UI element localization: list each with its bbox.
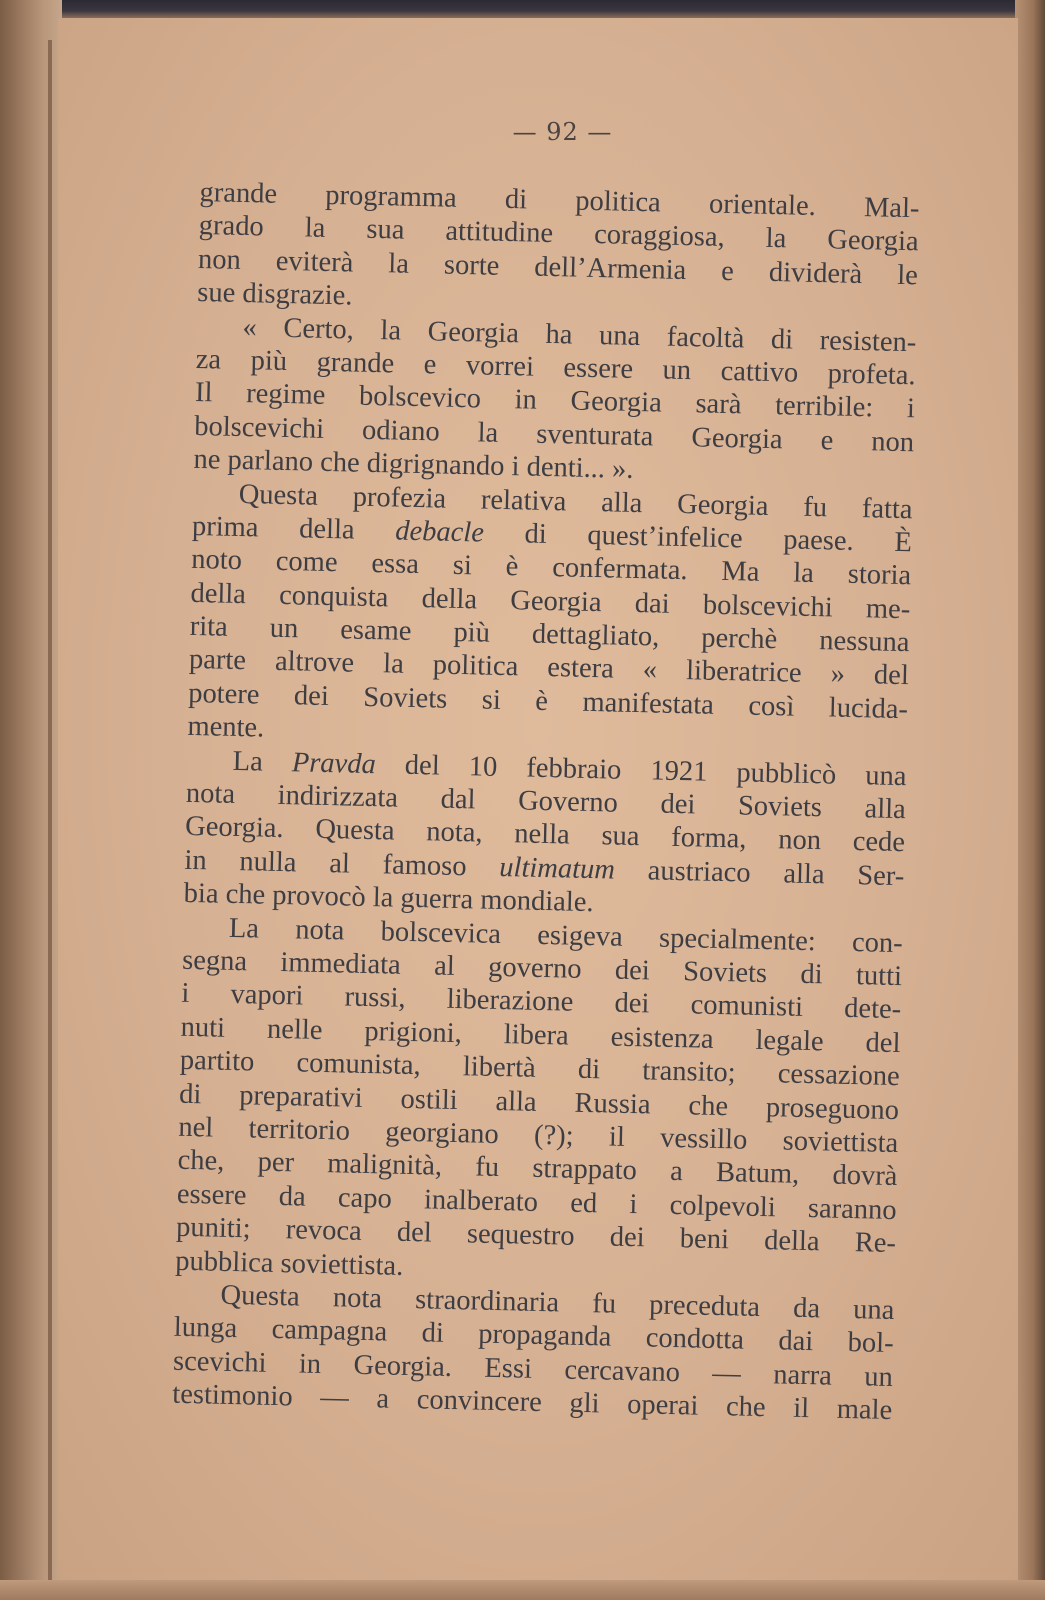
word: transito; — [641, 1055, 737, 1089]
word: come — [275, 546, 338, 579]
word: dei — [609, 1221, 645, 1254]
word: che — [688, 1089, 729, 1122]
word: ultimatum — [499, 851, 616, 886]
word: nuti — [180, 1011, 226, 1044]
word: da — [278, 1180, 307, 1213]
word: dovrà — [832, 1159, 898, 1193]
word: gli — [569, 1387, 600, 1420]
word: ed — [569, 1187, 598, 1219]
word: condotta — [645, 1322, 745, 1356]
word: preparativi — [238, 1079, 364, 1114]
word: beni — [679, 1223, 730, 1256]
word: Georgia. — [184, 811, 284, 845]
word: bolscevico — [358, 381, 482, 415]
word: cattivo — [720, 355, 799, 389]
word: lunga — [173, 1311, 238, 1345]
word: Georgia — [826, 224, 919, 258]
word: bolscevichi — [702, 589, 834, 624]
word: dei — [614, 987, 650, 1020]
word: me- — [865, 592, 911, 625]
word: il — [608, 1121, 626, 1153]
word: Batum, — [715, 1157, 800, 1191]
word: indirizzata — [277, 779, 399, 814]
word: un — [269, 612, 299, 645]
word: soviettista — [782, 1125, 899, 1160]
word: specialmente: — [658, 922, 817, 957]
word: dete- — [843, 993, 902, 1026]
word: Questa — [238, 478, 319, 512]
word: manifestata — [582, 686, 715, 721]
word: liberazione — [446, 984, 574, 1019]
word: Il — [194, 377, 213, 409]
word: rita — [189, 610, 229, 643]
word: facoltà — [666, 321, 745, 354]
word: essere — [563, 352, 634, 385]
word: alla — [600, 486, 643, 519]
word: perchè — [700, 622, 778, 656]
word: per — [257, 1146, 295, 1179]
word: Ser- — [857, 859, 905, 892]
word: profeta. — [827, 358, 916, 392]
word: La — [228, 912, 260, 945]
word: della — [763, 1225, 820, 1258]
word: non — [197, 243, 242, 276]
word: paese. — [782, 524, 855, 557]
word: — — [319, 1382, 350, 1414]
word: un — [662, 354, 692, 387]
word: dai — [634, 587, 671, 620]
word: coraggiosa, — [593, 219, 726, 254]
word: governo — [487, 951, 582, 985]
word: Georgia — [570, 385, 663, 419]
word: Georgia — [427, 315, 520, 349]
word: bolscevica — [380, 915, 502, 950]
word: dai — [778, 1325, 814, 1358]
word: georgiano — [384, 1116, 500, 1150]
word: non — [871, 426, 915, 458]
word: fatta — [861, 492, 913, 525]
word: vorrei — [465, 350, 535, 383]
word: al — [328, 847, 351, 880]
word: essere — [176, 1178, 247, 1212]
word: orientale. — [708, 188, 817, 222]
word: Georgia — [691, 421, 784, 456]
word: sarà — [695, 388, 742, 421]
word: la — [380, 314, 402, 347]
word: proseguono — [765, 1091, 900, 1126]
word: sua — [366, 214, 405, 247]
word: la — [382, 648, 405, 681]
word: il — [792, 1392, 810, 1425]
word: dal — [440, 783, 476, 816]
word: comunista, — [296, 1047, 422, 1082]
word: del — [396, 1216, 433, 1249]
word: una — [598, 319, 641, 352]
word: del — [873, 659, 910, 692]
word: che, — [177, 1145, 225, 1178]
word: nelle — [266, 1013, 323, 1046]
word: tutti — [855, 960, 903, 993]
word: bol- — [847, 1327, 895, 1360]
word: Georgia — [509, 584, 602, 618]
word: male — [836, 1393, 893, 1427]
word: febbraio — [526, 752, 622, 786]
word: capo — [337, 1182, 393, 1215]
word: Certo, — [283, 312, 355, 346]
word: nella — [513, 818, 571, 851]
word: sequestro — [466, 1218, 575, 1252]
text-segment: pubblica soviettista. — [175, 1245, 404, 1282]
word: la — [765, 223, 787, 255]
text-segment: ne parlano che digrignando i denti... ». — [193, 444, 634, 486]
word: cede — [852, 826, 906, 859]
word: più — [250, 345, 288, 377]
word: alla — [783, 858, 825, 891]
word: alla — [864, 793, 907, 826]
word: sua — [601, 820, 640, 853]
word: a — [376, 1383, 390, 1415]
word: ostili — [400, 1083, 458, 1116]
word: a — [669, 1156, 684, 1188]
word: saranno — [807, 1192, 897, 1226]
word: Questa — [220, 1279, 301, 1313]
word: convincere — [416, 1384, 543, 1419]
word: del — [865, 1027, 901, 1059]
word: profezia — [352, 481, 447, 515]
word: Soviets — [682, 956, 768, 990]
word: confermata. — [551, 552, 688, 587]
word: « — [642, 654, 658, 686]
word: straordinaria — [414, 1284, 560, 1319]
book-bottom-edge — [0, 1580, 1045, 1600]
word: storia — [847, 559, 912, 592]
word: è — [505, 551, 519, 583]
body-text — [172, 176, 920, 1427]
book-right-edge — [1015, 0, 1045, 1600]
word: campagna — [271, 1314, 388, 1348]
word: grande — [316, 346, 395, 380]
word: della — [298, 513, 355, 546]
word: austriaco — [647, 855, 751, 889]
word: « — [242, 311, 258, 343]
word: la — [792, 557, 815, 590]
word: nota — [185, 777, 236, 810]
word: di — [577, 1053, 601, 1086]
word: dei — [293, 680, 330, 712]
word: Ma — [721, 556, 760, 589]
word: terribile: — [774, 390, 874, 424]
word: in — [514, 384, 538, 417]
word: Re- — [854, 1227, 897, 1260]
word: e — [423, 349, 437, 381]
word: potere — [187, 677, 260, 711]
word: programma — [325, 179, 458, 214]
word: comunisti — [690, 989, 804, 1024]
page-number: — 92 — — [512, 118, 613, 146]
word: i — [181, 978, 190, 1010]
word: scevichi — [172, 1345, 267, 1379]
word: za — [195, 343, 222, 376]
word: di — [800, 958, 824, 991]
word: vapori — [230, 979, 304, 1012]
word: altrove — [274, 646, 355, 680]
word: politica — [574, 185, 662, 219]
word: Russia — [574, 1087, 651, 1121]
word: dividerà — [768, 256, 863, 290]
word: lucida- — [828, 692, 909, 726]
word: i — [629, 1188, 638, 1220]
word: debacle — [394, 515, 485, 549]
binding-line — [48, 40, 52, 1580]
word: Questa — [315, 814, 395, 848]
word: colpevoli — [669, 1189, 777, 1224]
word: inalberato — [423, 1184, 539, 1218]
text-segment: mente. — [187, 711, 265, 744]
word: la — [388, 248, 410, 280]
book-spine-edge — [0, 0, 62, 1600]
word: Soviets — [737, 790, 823, 824]
word: al — [433, 950, 456, 982]
word: della — [421, 582, 478, 616]
word: fu — [591, 1288, 617, 1320]
word: fu — [475, 1151, 500, 1184]
word: narra — [772, 1358, 833, 1392]
word: legale — [755, 1024, 824, 1058]
word: (?); — [533, 1119, 574, 1152]
word: in — [298, 1348, 322, 1380]
word: territorio — [248, 1113, 351, 1147]
word: di — [524, 518, 548, 550]
word: sventurata — [535, 418, 654, 453]
word: La — [232, 745, 264, 778]
word: alla — [495, 1085, 538, 1118]
word: e — [720, 255, 735, 287]
word: 1921 — [650, 755, 708, 788]
word: più — [453, 616, 491, 649]
word: della — [190, 577, 247, 610]
word: di — [421, 1317, 445, 1350]
word: prima — [191, 510, 259, 544]
word: grado — [198, 210, 265, 243]
word: dell’Armenia — [534, 251, 687, 286]
word: propaganda — [478, 1318, 612, 1353]
word: prigioni, — [364, 1015, 463, 1049]
word: Georgia. — [353, 1349, 453, 1383]
word: » — [830, 658, 846, 691]
word: politica — [432, 649, 519, 683]
word: del — [404, 749, 441, 782]
word: esigeva — [536, 919, 624, 953]
word: da — [792, 1292, 821, 1325]
word: libertà — [462, 1051, 537, 1084]
word: revoca — [285, 1214, 363, 1248]
book-top-edge — [0, 0, 1045, 18]
word: estera — [546, 652, 615, 685]
word: testimonio — [172, 1378, 294, 1413]
word: una — [864, 759, 907, 792]
word: di — [770, 323, 794, 356]
word: Essi — [484, 1352, 533, 1385]
word: famoso — [382, 849, 467, 883]
word: cessazione — [777, 1058, 901, 1093]
word: essa — [371, 548, 420, 581]
word: odiano — [361, 414, 441, 448]
word: si — [481, 684, 502, 716]
word: relativa — [480, 483, 567, 517]
word: parte — [188, 644, 247, 677]
word: che — [725, 1391, 766, 1424]
text-segment: bia che provocò la guerra mondiale. — [183, 878, 594, 919]
word: le — [896, 259, 919, 292]
word: la — [477, 417, 499, 449]
word: Soviets — [363, 681, 448, 715]
word: forma, — [670, 822, 747, 855]
word: di — [504, 183, 528, 216]
word: di — [178, 1078, 202, 1110]
word: vessillo — [659, 1122, 748, 1156]
word: Mal- — [863, 192, 920, 225]
word: partito — [179, 1044, 255, 1078]
word: attitudine — [445, 215, 554, 250]
word: Pravda — [291, 746, 377, 780]
word: — — [712, 1357, 742, 1390]
word: malignità, — [326, 1148, 443, 1183]
word: i — [906, 393, 916, 425]
word: una — [852, 1294, 895, 1326]
word: immediata — [280, 947, 402, 981]
word: dei — [614, 954, 651, 987]
word: operai — [626, 1389, 699, 1422]
word: è — [535, 685, 549, 717]
word: resisten- — [819, 324, 917, 358]
word: nessuna — [818, 625, 910, 659]
word: regime — [245, 378, 326, 412]
word: strappato — [532, 1153, 638, 1187]
word: dettagliato, — [531, 618, 660, 653]
word: dei — [660, 788, 696, 821]
word: così — [748, 690, 795, 723]
word: sorte — [443, 249, 500, 282]
word: ha — [545, 318, 573, 351]
word: quest’infelice — [587, 519, 743, 555]
word: nota, — [425, 816, 483, 849]
word: con- — [851, 926, 904, 959]
word: nota — [294, 913, 345, 947]
word: nel — [178, 1111, 214, 1144]
word: noto — [190, 544, 243, 577]
word: in — [184, 844, 207, 877]
word: libera — [503, 1018, 570, 1052]
word: eviterà — [275, 245, 354, 279]
word: si — [452, 550, 473, 582]
word: russi, — [344, 981, 406, 1015]
word: esame — [339, 614, 412, 647]
word: È — [894, 526, 913, 559]
word: nota — [332, 1282, 383, 1315]
word: un — [863, 1361, 894, 1393]
word: e — [820, 424, 834, 457]
text-segment: sue disgrazie. — [197, 277, 353, 312]
word: fu — [802, 491, 828, 523]
word: segna — [181, 944, 248, 978]
word: nulla — [239, 845, 297, 879]
word: conquista — [278, 579, 389, 614]
word: grande — [199, 176, 278, 210]
word: cercavano — [564, 1354, 681, 1388]
word: Georgia — [676, 488, 769, 522]
word: non — [777, 824, 822, 857]
word: puniti; — [175, 1211, 251, 1245]
word: la — [304, 212, 326, 245]
word: liberatrice — [685, 655, 802, 690]
word: esistenza — [610, 1021, 714, 1055]
word: pubblicò — [736, 756, 837, 791]
word: Governo — [517, 785, 619, 819]
word: bolscevichi — [193, 410, 325, 445]
word: 10 — [468, 750, 498, 783]
word: preceduta — [648, 1289, 761, 1323]
